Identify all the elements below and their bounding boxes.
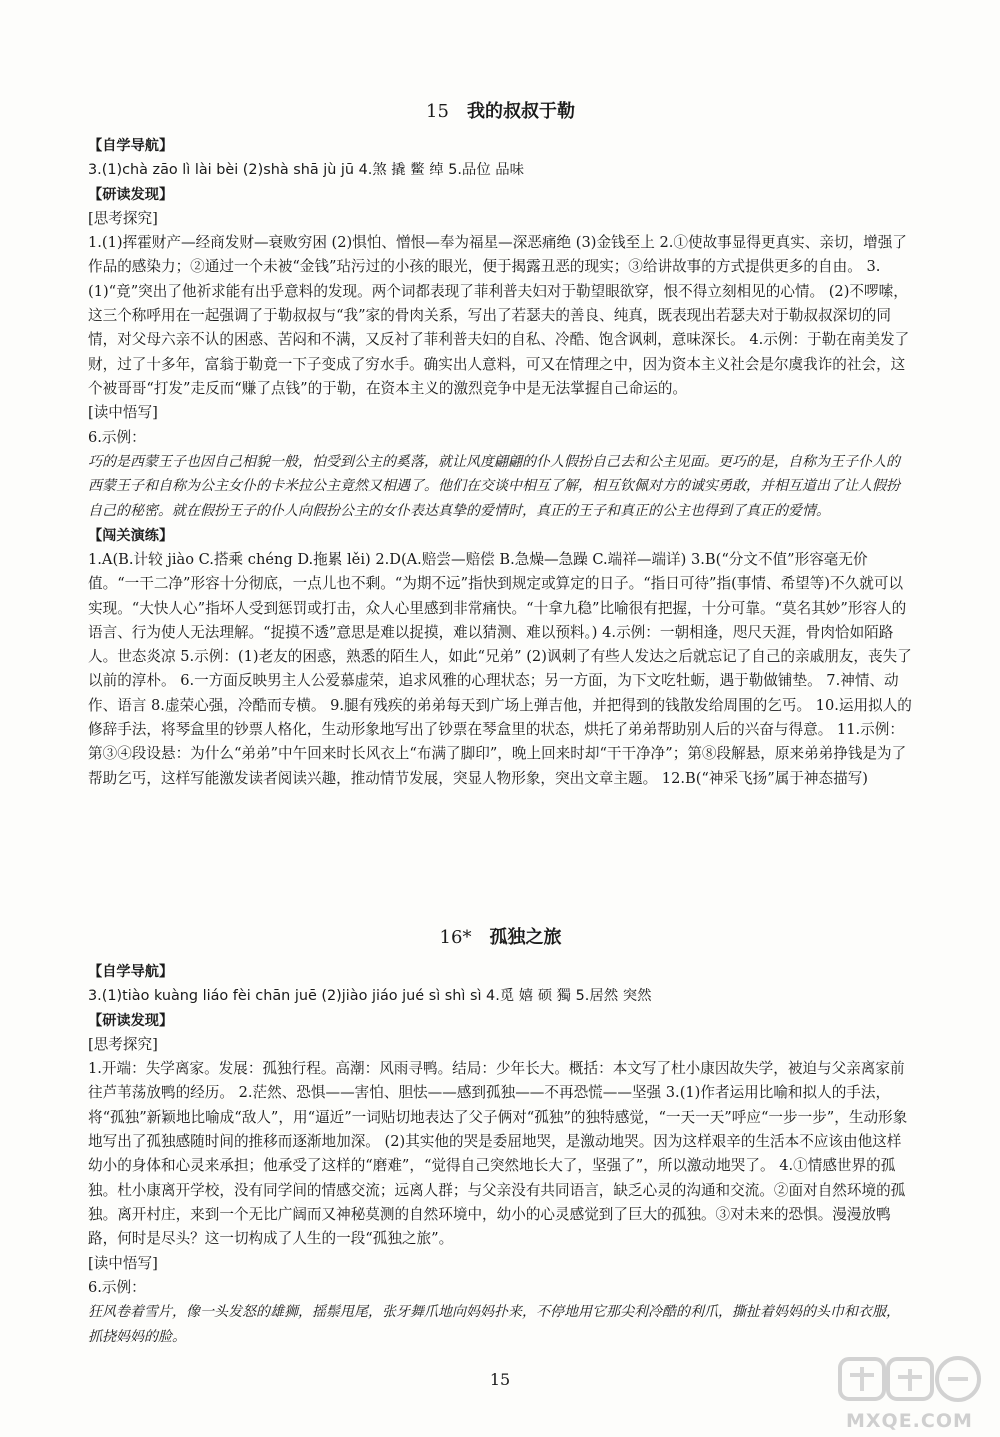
lesson-number: 15 xyxy=(426,101,449,122)
watermark-text: MXQE.COM xyxy=(846,1410,973,1432)
lesson-15-title xyxy=(88,90,913,134)
read-write-sample: 狂风卷着雪片，像一头发怒的雄狮，摇鬃甩尾，张牙舞爪地向妈妈扑来，不停地用它那尖利冷酷的利爪，撕扯着妈妈的头巾和衣服，抓挠妈妈的脸。 xyxy=(88,1304,900,1345)
lesson-number: 16* xyxy=(439,927,472,948)
heading-practice: 【闯关演练】 xyxy=(88,527,174,544)
read-label: 6.示例： xyxy=(88,428,146,446)
self-study-answers: 3.(1)tiào kuàng liáo fèi chān juē (2)jiào jiáo jué sì shì sì 4.觅 嬉 硕 獨 5.居然 突然 xyxy=(88,988,652,1005)
page-number: 15 xyxy=(489,1370,511,1389)
read-label: 6.示例： xyxy=(88,1278,146,1296)
heading-self-study: 【自学导航】 xyxy=(88,964,174,980)
self-study-answers: 3.(1)chà zāo lì lài bèi (2)shà shā jù jū 4.煞 撬 鳖 绰 5.品位 品味 xyxy=(88,162,525,179)
lesson-title-text: 孤独之旅 xyxy=(489,927,562,948)
heading-self-study: 【自学导航】 xyxy=(88,138,174,154)
lesson-16-title xyxy=(88,916,913,960)
heading-study-discover: 【研读发现】 xyxy=(88,186,174,203)
read-write-sample: 巧的是西蒙王子也因自己相貌一般，怕受到公主的奚落，就让风度翩翩的仆人假扮自己去和公主见面。更巧的是，自称为王子仆人的西蒙王子和自称为公主女仆的卡米拉公主竟然又相遇了。他们在交谈中相互了解，相互钦佩对方的诚实勇敢，并相互道出了让人假扮自己的秘密。就在假扮王子的仆人向假扮公主的女仆表达真挚的爱情时，真正的王子和真正的公主也得到了真正的爱情。 xyxy=(88,453,900,520)
lesson-15-section xyxy=(88,86,913,791)
subheading-think: [思考探究] xyxy=(88,1035,158,1053)
lesson-16-section xyxy=(88,912,913,1349)
practice-answers: 1.A(B.计较 jiào C.搭乘 chéng D.拖累 lěi) 2.D(A.赔尝—赔偿 B.急燥—急躁 C.端祥—端详) 3.B(“分文不值”形容毫无价值。“一干二净”形容十分彻底，一点儿也不剩。“为期不远”指快到规定或算定的日子。“指日可待”指(事情、希望等)不久就可以实现。“大快人心”指坏人受到惩罚或打击，众人心里感到非常痛快。“十拿九稳”比喻很有把握，十分可靠。“莫名其妙”形容人的语言、行为使人无法理解。“捉摸不透”意思是难以捉摸，难以猜测、难以预料。) 4.示例：一朝相逢，咫尺天涯，骨肉恰如陌路人。世态炎凉 5.示例：(1)老友的困惑，熟悉的陌生人，如此“兄弟” (2)讽刺了有些人发达之后就忘记了自己的亲戚朋友，丧失了以前的淳朴。 6.一方面反映男主人公爱慕虚荣，追求风雅的心理状态；另一方面，为下文吃牡蛎，遇于勒做铺垫。 7.神情、动作、语言 8.虚荣心强，冷酷而专横。 9.腿有残疾的弟弟每天到广场上弹吉他，并把得到的钱散发给周围的乞丐。 10.运用拟人的修辞手法，将琴盒里的钞票人格化，生动形象地写出了钞票在琴盒里的状态，烘托了弟弟帮助别人后的兴奋与得意。 11.示例：第③④段设悬：为什么“弟弟”中午回来时长风衣上“布满了脚印”，晚上回来时却“干干净净”；第⑧段解悬，原来弟弟挣钱是为了帮助乞丐，这样写能激发读者阅读兴趣，推动情节发展，突显人物形象，突出文章主题。 12.B(“神采飞扬”属于神态描写) xyxy=(88,550,912,787)
subheading-think: [思考探究] xyxy=(88,209,158,227)
think-answers: 1.开端：失学离家。发展：孤独行程。高潮：风雨寻鸭。结局：少年长大。概括：本文写了杜小康因故失学，被迫与父亲离家前往芦苇荡放鸭的经历。 2.茫然、恐惧——害怕、胆怯——感到孤独——不再恐慌——坚强 3.(1)作者运用比喻和拟人的手法，将“孤独”新颖地比喻成“敌人”，用“逼近”一词贴切地表达了父子俩对“孤独”的独特感觉，“一天一天”呼应“一步一步”，生动形象地写出了孤独感随时间的推移而逐渐地加深。 (2)其实他的哭是委屈地哭，是激动地哭。因为这样艰辛的生活本不应该由他这样幼小的身体和心灵来承担；他承受了这样的“磨难”，“觉得自己突然地长大了，坚强了”，所以激动地哭了。 4.①情感世界的孤独。杜小康离开学校，没有同学间的情感交流；远离人群；与父亲没有共同语言，缺乏心灵的沟通和交流。②面对自然环境的孤独。离开村庄，来到一个无比广阔而又神秘莫测的自然环境中，幼小的心灵感觉到了巨大的孤独。③对未来的恐惧。漫漫放鸭路，何时是尽头？这一切构成了人生的一段“孤独之旅”。 xyxy=(88,1060,908,1248)
heading-study-discover: 【研读发现】 xyxy=(88,1012,174,1029)
subheading-read-write: [读中悟写] xyxy=(88,1254,158,1272)
lesson-title-text: 我的叔叔于勒 xyxy=(466,101,575,122)
think-answers: 1.(1)挥霍财产—经商发财—衰败穷困 (2)惧怕、憎恨—奉为福星—深恶痛绝 (3)金钱至上 2.①使故事显得更真实、亲切，增强了作品的感染力；②通过一个未被“金钱”玷污过的小孩的眼光，便于揭露丑恶的现实；③给讲故事的方式提供更多的自由。 3.(1)“竟”突出了他祈求能有出乎意料的发现。两个词都表现了菲利普夫妇对于勒望眼欲穿，恨不得立刻相见的心情。 (2)不啰嗦，这三个称呼用在一起强调了于勒叔叔与“我”家的骨肉关系，写出了若瑟夫的善良、纯真，既表现出若瑟夫对于勒叔叔深切的同情，对父母六亲不认的困惑、苦闷和不满，又反衬了菲利普夫妇的自私、冷酷、饱含讽刺，意味深长。 4.示例：于勒在南美发了财，过了十多年，富翁于勒竟一下子变成了穷水手。确实出人意料，可又在情理之中，因为资本主义社会是尔虞我诈的社会，这个被哥哥“打发”走反而“赚了点钱”的于勒，在资本主义的激烈竞争中是无法掌握自己命运的。 xyxy=(88,234,910,397)
subheading-read-write: [读中悟写] xyxy=(88,404,158,422)
